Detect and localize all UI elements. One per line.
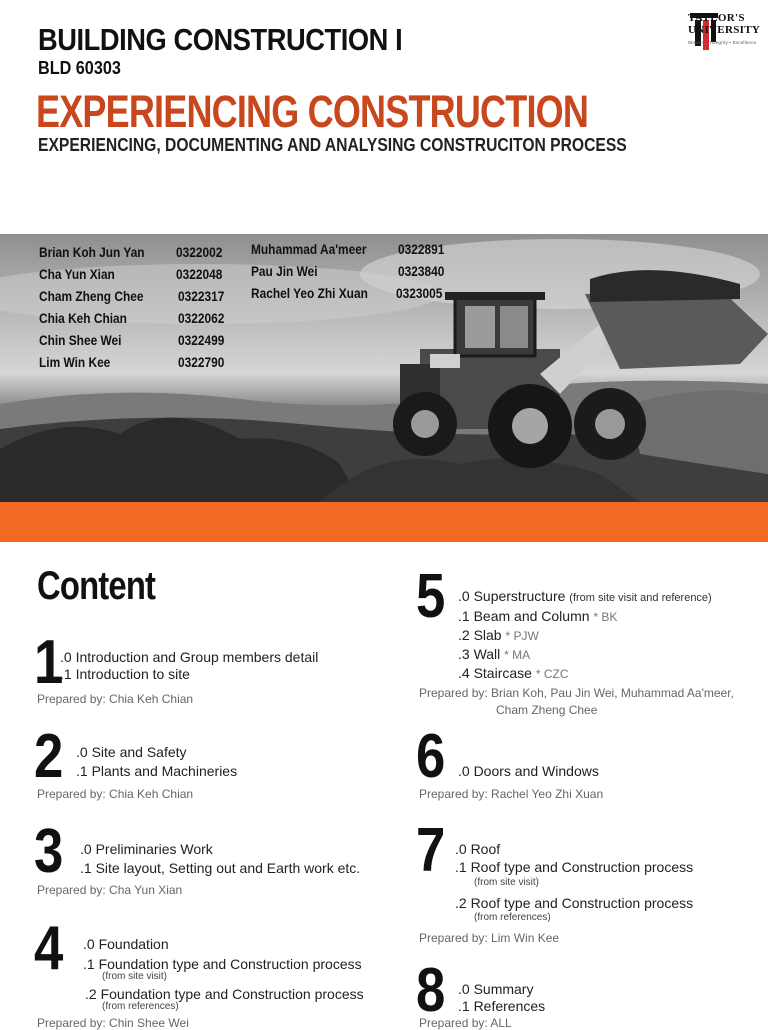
section-line bbox=[458, 588, 712, 604]
section-item-tag: * PJW bbox=[505, 629, 539, 643]
section-line: .0 Preliminaries Work bbox=[80, 841, 213, 857]
section-line: .0 Summary bbox=[458, 981, 534, 997]
member-name: Lim Win Kee bbox=[39, 354, 111, 370]
section-item-text: .4 Staircase bbox=[458, 665, 532, 681]
prepared-by: Prepared by: ALL bbox=[419, 1016, 512, 1030]
prepared-by: Prepared by: Lim Win Kee bbox=[419, 931, 560, 945]
section-line: .0 Roof bbox=[455, 841, 501, 857]
section-line: .1 Roof type and Construction process bbox=[455, 859, 694, 875]
member-name: Rachel Yeo Zhi Xuan bbox=[251, 285, 368, 301]
section-number: 5 bbox=[416, 562, 446, 631]
member-id: 0322002 bbox=[176, 244, 223, 260]
section-line-text: .0 Superstructure bbox=[458, 588, 566, 604]
section-line: .1 Site layout, Setting out and Earth work etc. bbox=[80, 860, 361, 876]
prepared-by-continued: Cham Zheng Chee bbox=[496, 703, 598, 717]
section-note: (from references) bbox=[474, 912, 551, 923]
section-line: .1 Introduction to site bbox=[60, 666, 190, 682]
member-name: Chin Shee Wei bbox=[39, 332, 122, 348]
section-number: 8 bbox=[416, 956, 446, 1025]
section-number: 1 bbox=[34, 628, 64, 697]
hero-image bbox=[0, 234, 768, 502]
section-number: 4 bbox=[34, 914, 64, 983]
section-number: 2 bbox=[34, 722, 64, 791]
section-item bbox=[458, 665, 569, 681]
section-line: .0 Doors and Windows bbox=[458, 763, 599, 779]
section-line: .2 Roof type and Construction process bbox=[455, 895, 694, 911]
section-item-tag: * CZC bbox=[535, 667, 569, 681]
member-name: Chia Keh Chian bbox=[39, 310, 127, 326]
subtitle: EXPERIENCING, DOCUMENTING AND ANALYSING CONSTRUCITON PROCESS bbox=[38, 135, 627, 155]
member-name: Pau Jin Wei bbox=[251, 263, 318, 279]
member-id: 0322790 bbox=[178, 354, 225, 370]
content-heading: Content bbox=[37, 564, 156, 608]
section-line: .1 References bbox=[458, 998, 546, 1014]
section-line: .0 Foundation bbox=[83, 936, 169, 952]
section-number: 3 bbox=[34, 817, 64, 886]
member-name: Brian Koh Jun Yan bbox=[39, 244, 145, 260]
wheel-loader-illustration bbox=[0, 234, 768, 502]
member-name: Cha Yun Xian bbox=[39, 266, 115, 282]
logo-tagline: Wisdom • Integrity • Excellence bbox=[688, 40, 757, 45]
logo-line1: TAYLOR'S bbox=[688, 12, 745, 24]
member-id: 0322891 bbox=[398, 241, 445, 257]
section-line: .1 Plants and Machineries bbox=[76, 763, 238, 779]
member-id: 0322499 bbox=[178, 332, 225, 348]
member-id: 0322317 bbox=[178, 288, 225, 304]
member-id: 0323005 bbox=[396, 285, 443, 301]
section-note: (from site visit) bbox=[474, 877, 539, 888]
logo-line2: UNIVERSITY bbox=[688, 24, 761, 36]
prepared-by: Prepared by: Rachel Yeo Zhi Xuan bbox=[419, 787, 604, 801]
section-note: (from site visit) bbox=[102, 971, 167, 982]
section-item-text: .3 Wall bbox=[458, 646, 501, 662]
prepared-by: Prepared by: Chin Shee Wei bbox=[37, 1016, 189, 1030]
section-line: .2 Foundation type and Construction process bbox=[85, 986, 364, 1002]
section-note: (from site visit and reference) bbox=[569, 592, 712, 604]
section-item bbox=[458, 608, 617, 624]
member-id: 0322048 bbox=[176, 266, 223, 282]
member-id: 0323840 bbox=[398, 263, 445, 279]
member-id: 0322062 bbox=[178, 310, 225, 326]
prepared-by: Prepared by: Chia Keh Chian bbox=[37, 692, 194, 706]
prepared-by: Prepared by: Brian Koh, Pau Jin Wei, Muhammad Aa'meer, bbox=[419, 686, 734, 700]
section-item-text: .2 Slab bbox=[458, 627, 502, 643]
prepared-by: Prepared by: Chia Keh Chian bbox=[37, 787, 194, 801]
section-item-tag: * BK bbox=[593, 610, 618, 624]
section-note: (from references) bbox=[102, 1001, 179, 1012]
section-item bbox=[458, 627, 539, 643]
course-code: BLD 60303 bbox=[38, 58, 121, 78]
course-title: BUILDING CONSTRUCTION I bbox=[38, 22, 403, 57]
section-line: .0 Site and Safety bbox=[76, 744, 187, 760]
section-item-tag: * MA bbox=[504, 648, 531, 662]
section-line: .1 Foundation type and Construction process bbox=[83, 956, 362, 972]
prepared-by: Prepared by: Cha Yun Xian bbox=[37, 883, 183, 897]
section-line: .0 Introduction and Group members detail bbox=[60, 649, 319, 665]
section-number: 6 bbox=[416, 722, 446, 791]
logo-text bbox=[688, 12, 760, 36]
section-item-text: .1 Beam and Column bbox=[458, 608, 590, 624]
member-name: Muhammad Aa'meer bbox=[251, 241, 367, 257]
main-title: EXPERIENCING CONSTRUCTION bbox=[36, 86, 589, 137]
member-name: Cham Zheng Chee bbox=[39, 288, 144, 304]
section-number: 7 bbox=[416, 816, 446, 885]
section-item bbox=[458, 646, 530, 662]
accent-bar bbox=[0, 502, 768, 542]
